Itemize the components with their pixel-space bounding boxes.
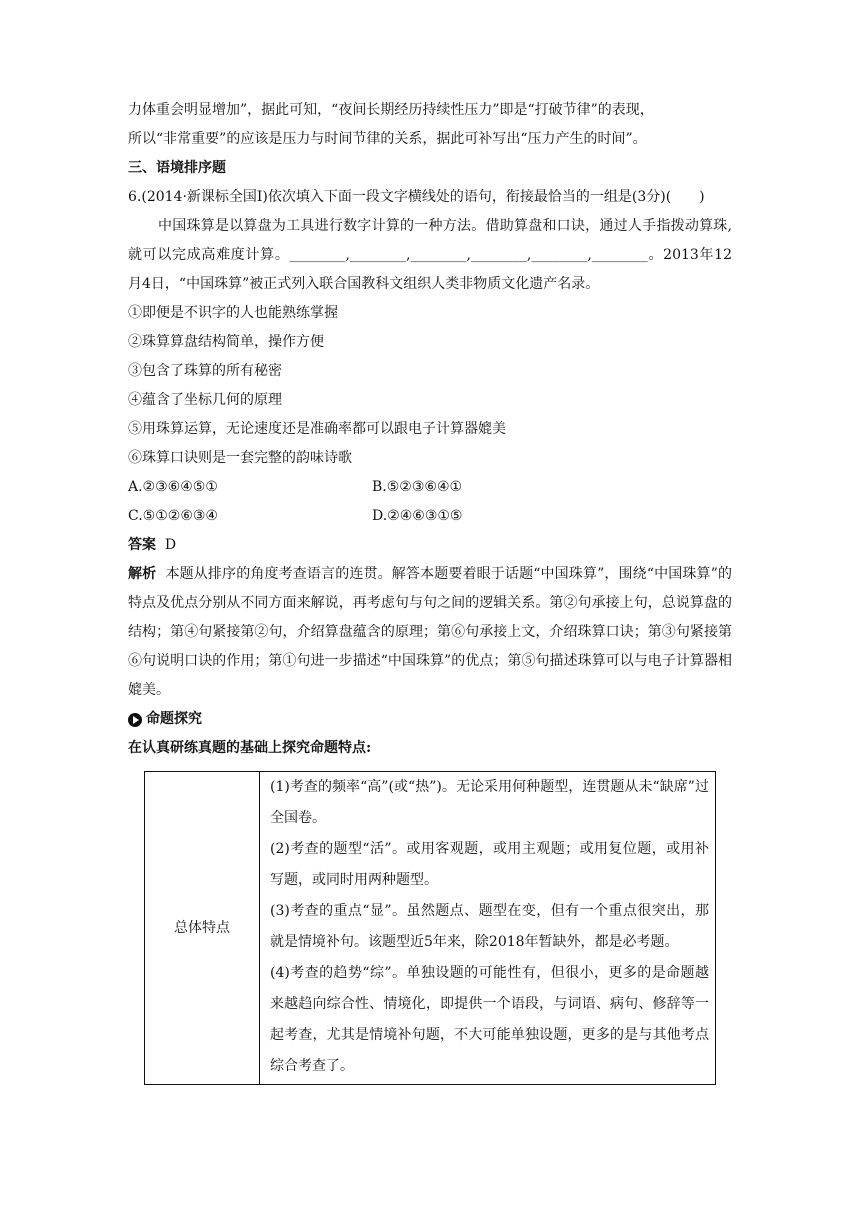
point-1: (1)考查的频率“高”(或“热”)。无论采用何种题型，连贯题从未“缺席”过全国卷。	[270, 779, 709, 826]
choice-b: B.⑤②③⑥④①	[372, 479, 463, 495]
sentence-option-1: ①即便是不识字的人也能熟练掌握	[128, 305, 338, 321]
features-table	[144, 771, 716, 1085]
row-content	[260, 772, 716, 1085]
intro-line-1: 力体重会明显增加”，据此可知，“夜间长期经历持续性压力”即是“打破节律”的表现，	[128, 102, 654, 118]
explore-heading	[128, 705, 732, 734]
sentence-option-6: ⑥珠算口诀则是一套完整的韵味诗歌	[128, 450, 352, 466]
point-3: (3)考查的重点“显”。虽然题点、题型在变，但有一个重点很突出，那就是情境补句。该题型近5年来，除2018年暂缺外，都是必考题。	[270, 903, 709, 950]
question-passage: 中国珠算是以算盘为工具进行数字计算的一种方法。借助算盘和口诀，通过人手指拨动算珠,就可以完成高难度计算。________,________,________,________,________,________。2013年12月4日，“中国珠算”被正式列入联合国教科文组织人类非物质文化遗产名录。	[128, 218, 732, 292]
analysis-paragraph	[128, 560, 732, 705]
answer-choices	[128, 473, 732, 531]
question-stem: 6.(2014·新课标全国Ⅰ)依次填入下面一段文字横线处的语句，衔接最恰当的一组是(3分)( )	[128, 189, 705, 205]
choice-c: C.⑤①②⑥③④	[128, 508, 218, 524]
answer-label: 答案	[128, 537, 156, 553]
sentence-option-3: ③包含了珠算的所有秘密	[128, 363, 282, 379]
section-heading: 三、语境排序题	[128, 160, 226, 176]
sentence-option-5: ⑤用珠算运算，无论速度还是准确率都可以跟电子计算器媲美	[128, 421, 506, 437]
answer-line	[128, 531, 732, 560]
explore-lead: 在认真研练真题的基础上探究命题特点:	[128, 740, 372, 756]
table-row	[145, 772, 716, 1085]
analysis-label: 解析	[128, 566, 157, 582]
answer-value: D	[164, 537, 177, 553]
choice-a: A.②③⑥④⑤①	[128, 479, 218, 495]
choice-d: D.②④⑥③①⑤	[372, 508, 463, 524]
point-2: (2)考查的题型“活”。或用客观题，或用主观题；或用复位题，或用补写题，或同时用两种题型。	[270, 841, 709, 888]
document-page	[128, 96, 732, 1085]
play-circle-icon	[128, 713, 142, 727]
analysis-text: 本题从排序的角度考查语言的连贯。解答本题要着眼于话题“中国珠算”，围绕“中国珠算”的特点及优点分别从不同方面来解说，再考虑句与句之间的逻辑关系。第②句承接上句，总说算盘的结构；第④句紧接第②句，介绍算盘蕴含的原理；第⑥句承接上文，介绍珠算口诀；第③句紧接第⑥句说明口诀的作用；第①句进一步描述“中国珠算”的优点；第⑤句描述珠算可以与电子计算器相媲美。	[128, 566, 732, 698]
point-4: (4)考查的趋势“综”。单独设题的可能性有，但很小，更多的是命题越来越趋向综合性、情境化，即提供一个语段，与词语、病句、修辞等一起考查，尤其是情境补句题，不大可能单独设题，更多的是与其他考点综合考查了。	[270, 965, 709, 1074]
row-label: 总体特点	[145, 772, 260, 1085]
sentence-option-2: ②珠算算盘结构简单，操作方便	[128, 334, 324, 350]
explore-title: 命题探究	[146, 711, 202, 727]
intro-line-2: 所以“非常重要”的应该是压力与时间节律的关系，据此可补写出“压力产生的时间”。	[128, 131, 647, 147]
sentence-option-4: ④蕴含了坐标几何的原理	[128, 392, 282, 408]
